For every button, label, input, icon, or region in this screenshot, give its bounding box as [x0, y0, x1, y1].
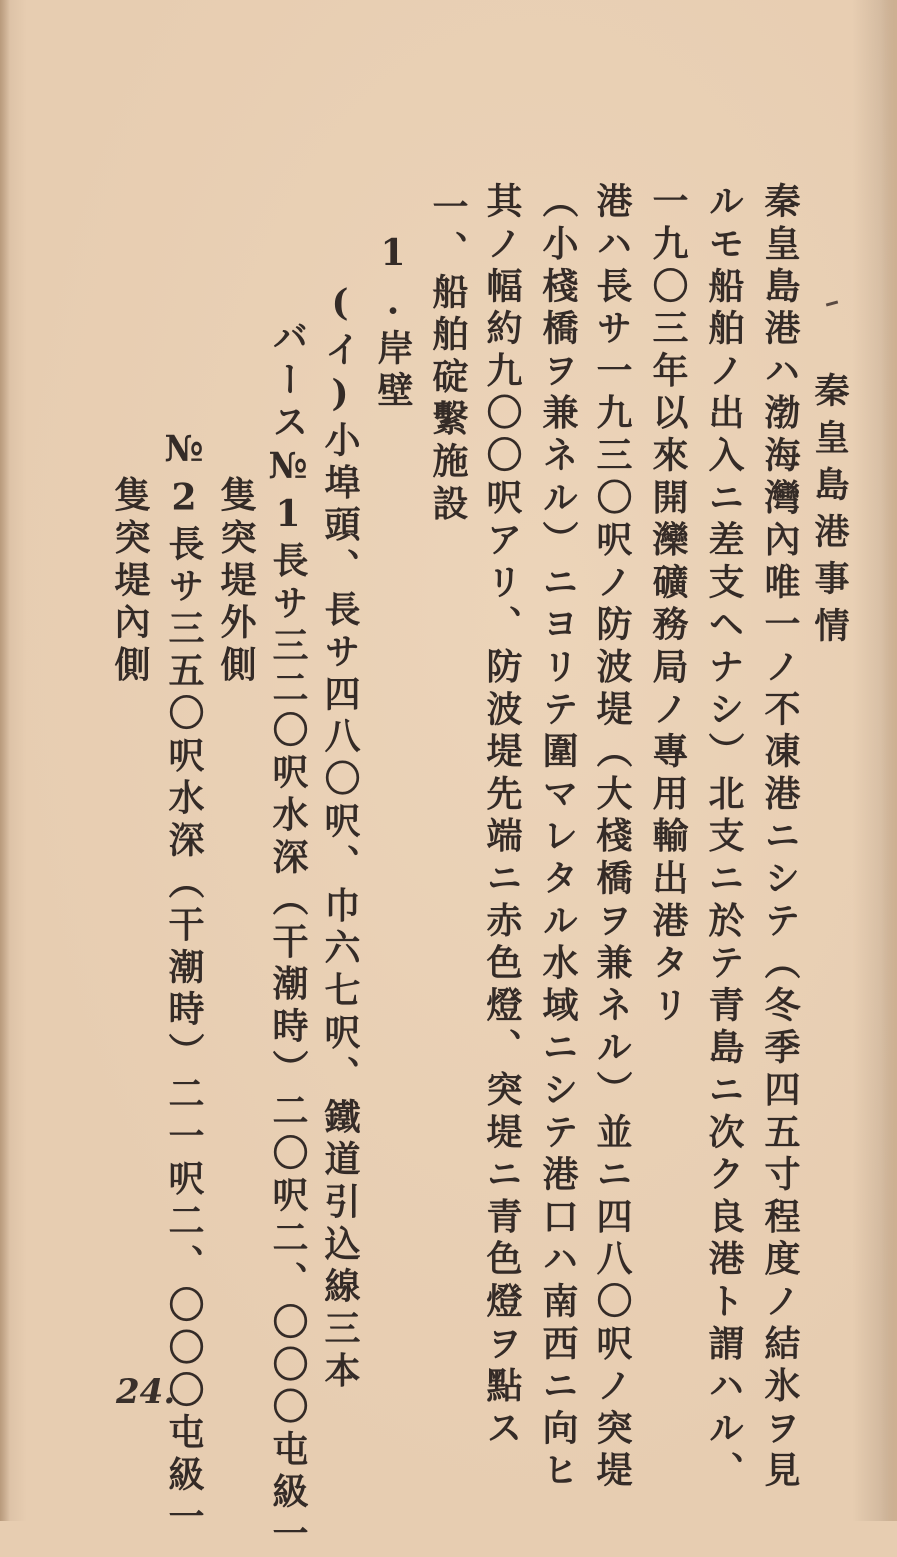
berth-1-note: 隻突堤外側 [215, 476, 257, 688]
intro-line-5: （小棧橋ヲ兼ネル）ニヨリテ圍マレタル水域ニシテ港口ハ南西ニ向ヒ [537, 182, 579, 1494]
page-number: 24. [116, 1372, 176, 1412]
intro-line-6: 其ノ幅約九〇〇呎アリ、防波堤先端ニ赤色燈、突堤ニ青色燈ヲ點ス [481, 182, 523, 1451]
page-edge-left [0, 0, 10, 1521]
section-heading: 一、船舶碇繫施設 [427, 188, 469, 527]
item-a: (イ)小埠頭、長サ四八〇呎、巾六七呎、鐵道引込線三本 [319, 282, 361, 1394]
page-edge-right [881, 0, 897, 1521]
title-dash-mark [826, 300, 838, 306]
subsection-heading: 1.岸壁 [372, 232, 414, 414]
berth-2-line: №2長サ三五〇呎水深（干潮時）二一呎二、〇〇〇屯級一 [163, 428, 205, 1540]
intro-line-1: 秦皇島港ハ渤海灣內唯一ノ不凍港ニシテ（冬季四五寸程度ノ結氷ヲ見 [759, 182, 801, 1494]
intro-line-2: ルモ船舶ノ出入ニ差支ヘナシ）北支ニ於テ青島ニ次ク良港ト謂ハル、 [703, 182, 745, 1494]
intro-line-3: 一九〇三年以來開灤礦務局ノ專用輸出港タリ [647, 182, 689, 1028]
document-title: 秦皇島港事情 [809, 372, 850, 654]
intro-line-4: 港ハ長サ一九三〇呎ノ防波堤（大棧橋ヲ兼ネル）並ニ四八〇呎ノ突堤 [591, 182, 633, 1494]
berth-2-note: 隻突堤內側 [109, 476, 151, 688]
berth-1-line: バース№1長サ三二〇呎水深（干潮時）二〇呎二、〇〇〇屯級一 [267, 318, 309, 1557]
